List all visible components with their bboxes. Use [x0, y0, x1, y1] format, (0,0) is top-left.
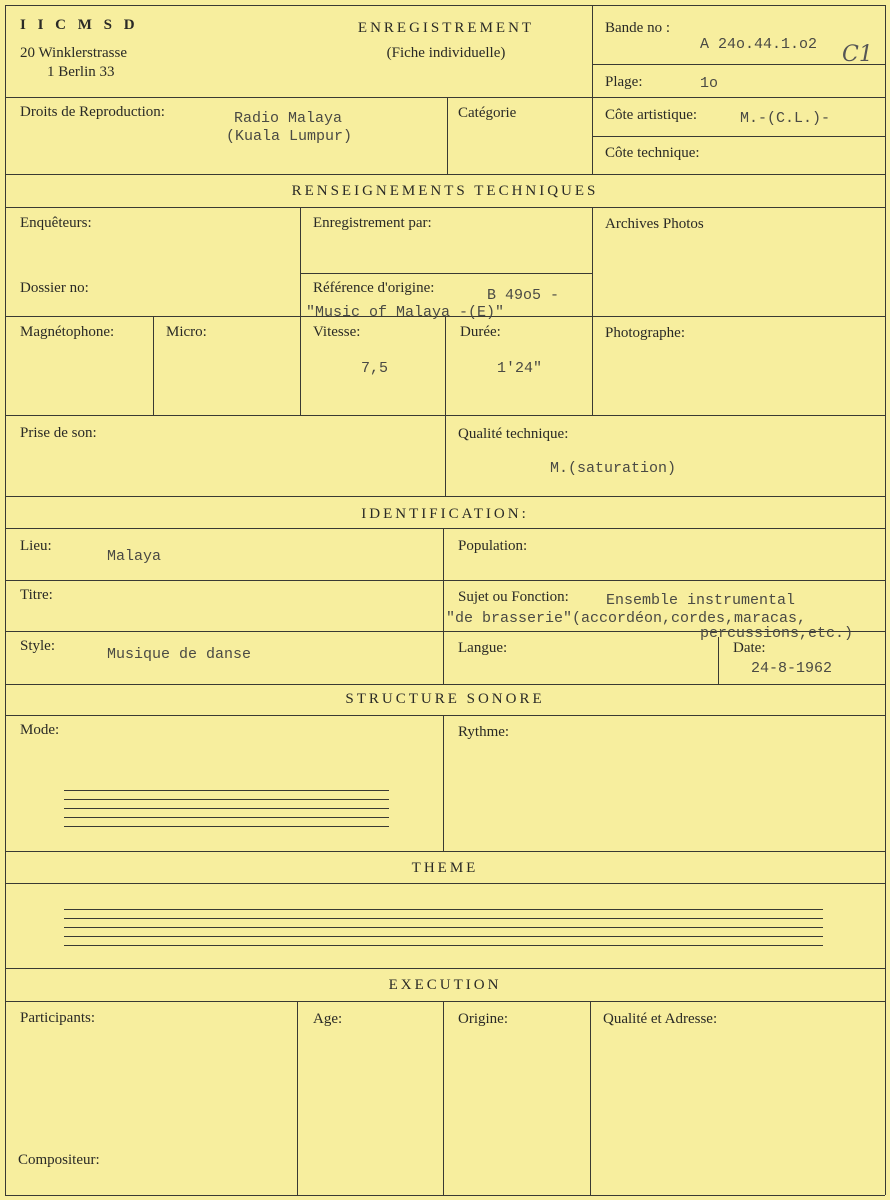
rule-header — [5, 97, 885, 98]
enqueteurs-label: Enquêteurs: — [20, 215, 92, 231]
rule-v-micro — [153, 316, 154, 415]
cote-artistique-label: Côte artistique: — [605, 107, 698, 123]
rule-v-qualite — [445, 415, 446, 496]
droits-value-1: Radio Malaya — [234, 110, 343, 127]
duree-value: 1'24" — [497, 360, 543, 377]
rule-theme — [5, 883, 885, 884]
archives-photos-label: Archives Photos — [605, 216, 704, 232]
lieu-value: Malaya — [107, 548, 162, 565]
sujet-value-3: percussions,etc.) — [700, 625, 854, 642]
rule-v-duree — [445, 316, 446, 415]
rule-renseignements — [5, 207, 885, 208]
rule-v-enq — [300, 207, 301, 415]
section-theme: THEME — [411, 860, 479, 876]
theme-staff — [64, 909, 823, 954]
plage-value: 1o — [700, 75, 719, 92]
rythme-label: Rythme: — [458, 724, 510, 740]
qualite-adresse-label: Qualité et Adresse: — [603, 1011, 718, 1027]
date-value: 24-8-1962 — [751, 660, 833, 677]
rule-v-categorie — [447, 97, 448, 174]
micro-label: Micro: — [166, 324, 207, 340]
rule-enregistrement — [300, 273, 592, 274]
rule-right — [885, 5, 886, 1195]
org-logo: I I C M S D — [20, 17, 139, 33]
section-renseignements: RENSEIGNEMENTS TECHNIQUES — [291, 183, 599, 199]
origine-label: Origine: — [458, 1011, 508, 1027]
rule-prise — [5, 496, 885, 497]
reference-value-2: "Music of Malaya -(E)" — [306, 304, 505, 321]
bande-label: Bande no : — [605, 20, 670, 36]
form-title: ENREGISTREMENT — [357, 20, 535, 36]
mode-label: Mode: — [20, 722, 60, 738]
sujet-value-1: Ensemble instrumental — [606, 592, 796, 609]
population-label: Population: — [458, 538, 528, 554]
rule-top — [5, 5, 885, 6]
photographe-label: Photographe: — [605, 325, 685, 341]
rule-theme-end — [5, 968, 885, 969]
rule-mode — [5, 851, 885, 852]
bande-handwritten-note: C1 — [842, 42, 873, 67]
reference-label: Référence d'origine: — [313, 280, 435, 296]
cote-technique-label: Côte technique: — [605, 145, 700, 161]
qualite-technique-label: Qualité technique: — [458, 426, 569, 442]
duree-label: Durée: — [460, 324, 501, 340]
style-value: Musique de danse — [107, 646, 252, 663]
qualite-technique-value: M.(saturation) — [550, 460, 677, 477]
compositeur-label: Compositeur: — [18, 1152, 100, 1168]
rule-v-ident — [443, 528, 444, 684]
rule-droits — [5, 174, 885, 175]
rule-v-date — [718, 637, 719, 684]
sujet-label: Sujet ou Fonction: — [458, 589, 569, 605]
dossier-label: Dossier no: — [20, 280, 89, 296]
rule-structure — [5, 715, 885, 716]
reference-value-1: B 49o5 - — [487, 287, 560, 304]
cote-artistique-value: M.-(C.L.)- — [740, 110, 831, 127]
prise-de-son-label: Prise de son: — [20, 425, 97, 441]
rule-v-age — [297, 1001, 298, 1195]
enregistrement-par-label: Enregistrement par: — [313, 215, 432, 231]
rule-v-archives — [592, 207, 593, 415]
vitesse-label: Vitesse: — [313, 324, 361, 340]
section-identification: IDENTIFICATION: — [361, 506, 529, 522]
age-label: Age: — [313, 1011, 343, 1027]
org-address-street: 20 Winklerstrasse — [20, 45, 128, 61]
sujet-value-2: "de brasserie"(accordéon,cordes,maracas, — [446, 610, 807, 627]
rule-v-header — [592, 5, 593, 174]
form-subtitle: (Fiche individuelle) — [386, 45, 506, 61]
bande-value: A 24o.44.1.o2 — [700, 36, 818, 53]
vitesse-value: 7,5 — [361, 360, 389, 377]
section-execution: EXECUTION — [388, 977, 502, 993]
rule-v-qualite-adresse — [590, 1001, 591, 1195]
mode-staff — [64, 790, 389, 835]
org-address-city: 1 Berlin 33 — [47, 64, 115, 80]
langue-label: Langue: — [458, 640, 508, 656]
style-label: Style: — [20, 638, 56, 654]
date-label: Date: — [733, 640, 766, 656]
rule-identification — [5, 528, 885, 529]
rule-execution — [5, 1001, 885, 1002]
lieu-label: Lieu: — [20, 538, 52, 554]
droits-value-2: (Kuala Lumpur) — [226, 128, 353, 145]
rule-v-origine — [443, 1001, 444, 1195]
rule-v-rythme — [443, 715, 444, 851]
droits-label: Droits de Reproduction: — [20, 104, 165, 120]
section-structure-sonore: STRUCTURE SONORE — [345, 691, 545, 707]
participants-label: Participants: — [20, 1010, 95, 1026]
titre-label: Titre: — [20, 587, 53, 603]
magnetophone-label: Magnétophone: — [20, 324, 115, 340]
rule-bottom — [5, 1195, 885, 1196]
rule-cote — [592, 136, 885, 137]
plage-label: Plage: — [605, 74, 643, 90]
rule-style — [5, 684, 885, 685]
categorie-label: Catégorie — [458, 105, 517, 121]
rule-lieu — [5, 580, 885, 581]
